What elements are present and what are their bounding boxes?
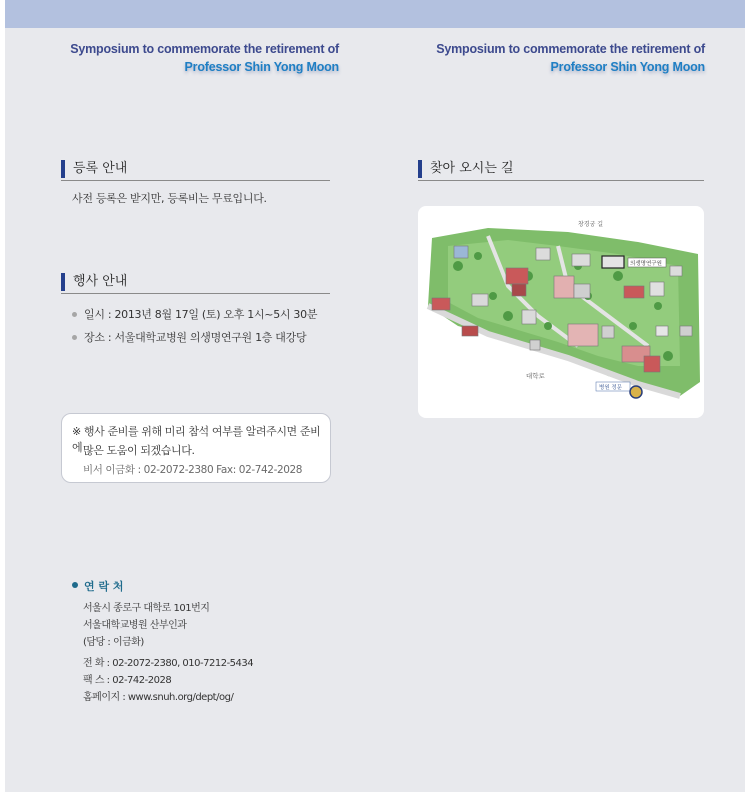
symposium-header-right: [405, 40, 705, 76]
contact-details: [83, 600, 253, 706]
contact-homepage: 홈페이지 : www.snuh.org/dept/og/: [83, 692, 234, 703]
contact-address: 서울시 종로구 대학로 101번지: [83, 603, 210, 614]
title-marker-bar: [61, 160, 65, 178]
secretary-contact: 비서 이금화 : 02-2072-2380 Fax: 02-742-2028: [83, 464, 303, 476]
symposium-header-left: [40, 40, 339, 76]
contact-dot-icon: [72, 582, 78, 588]
top-color-band: [5, 0, 745, 28]
event-section-title: 행사 안내: [61, 273, 330, 294]
hospital-logo-icon: [630, 386, 642, 398]
header-professor-name: Professor Shin Yong Moon: [184, 60, 339, 74]
notice-line-1: ※ 행사 준비를 위해 미리 참석 여부를 알려주시면 준비에: [72, 425, 321, 454]
header-professor-name: Professor Shin Yong Moon: [550, 60, 705, 74]
event-info-list: [70, 303, 317, 349]
registration-section-title: 등록 안내: [61, 160, 330, 181]
header-title-line: Symposium to commemorate the retirement of: [436, 42, 705, 56]
map-label-main-gate: 병원 정문: [599, 385, 623, 391]
directions-section-title: 찾아 오시는 길: [418, 160, 704, 181]
notice-line-2: 많은 도움이 되겠습니다.: [83, 444, 195, 457]
registration-text: 사전 등록은 받지만, 등록비는 무료입니다.: [72, 192, 267, 205]
campus-map-illustration: [418, 206, 704, 418]
map-label-top-gate: 창경궁 길: [578, 221, 604, 228]
contact-phone: 전 화 : 02-2072-2380, 010-7212-5434: [83, 658, 254, 669]
campus-map: [418, 206, 704, 418]
event-venue-item: 장소 : 서울대학교병원 의생명연구원 1층 대강당: [70, 326, 317, 349]
title-marker-bar: [61, 273, 65, 291]
contact-fax: 팩 스 : 02-742-2028: [83, 675, 172, 686]
event-date-item: 일시 : 2013년 8월 17일 (토) 오후 1시~5시 30분: [70, 303, 317, 326]
header-title-line: Symposium to commemorate the retirement of: [70, 42, 339, 56]
rsvp-notice-box: [61, 413, 331, 483]
map-label-road: 대학로: [526, 372, 545, 380]
contact-person: (담당 : 이금화): [83, 637, 144, 648]
bullet-dot-icon: [72, 312, 77, 317]
title-marker-bar: [418, 160, 422, 178]
bullet-dot-icon: [72, 335, 77, 340]
contact-heading: 연 락 처: [72, 578, 124, 594]
contact-department: 서울대학교병원 산부인과: [83, 620, 187, 631]
map-label-research-institute: 의생명연구원: [630, 261, 662, 267]
